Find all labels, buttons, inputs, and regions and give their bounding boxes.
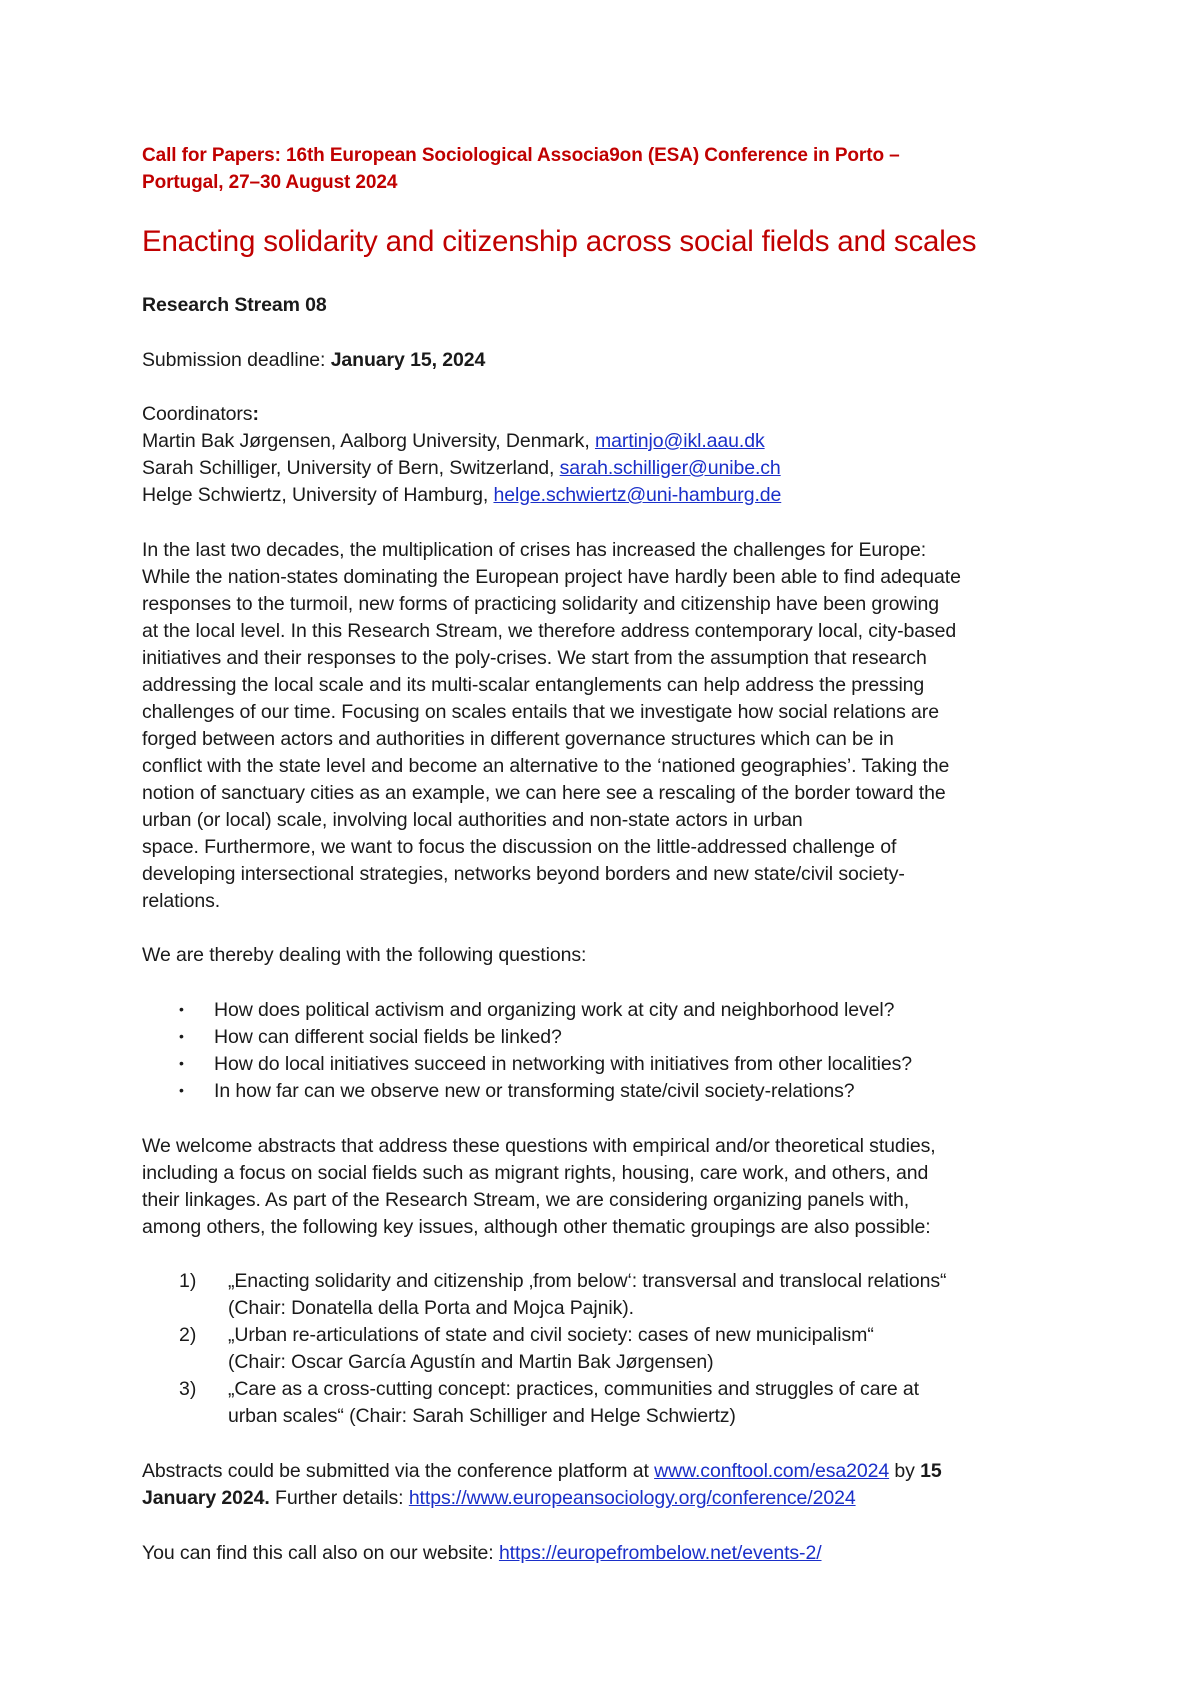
question-item: How can different social fields be linked? <box>214 1026 562 1048</box>
esa-conference-link[interactable]: https://www.europeansociology.org/conference/2024 <box>408 1487 856 1509</box>
coordinator-info: Martin Bak Jørgensen, Aalborg University, Denmark, <box>142 430 595 452</box>
paragraph-line: We welcome abstracts that address these questions with empirical and/or theoretical studies, <box>142 1135 936 1157</box>
panel-number: 3) <box>179 1378 197 1400</box>
website-line <box>142 1540 822 1567</box>
coordinator-email-link[interactable]: sarah.schilliger@unibe.ch <box>559 457 781 479</box>
deadline-label: Submission deadline: <box>142 349 331 371</box>
paragraph-line: space. Furthermore, we want to focus the discussion on the little-addressed challenge of <box>142 836 897 858</box>
paragraph-line: challenges of our time. Focusing on scales entails that we investigate how social relations are <box>142 701 939 723</box>
submission-text: Further details: <box>269 1487 409 1509</box>
panel-chairs: (Chair: Donatella della Porta and Mojca Pajnik). <box>228 1297 634 1319</box>
bullet-icon: • <box>179 1055 184 1071</box>
bullet-icon: • <box>179 1082 184 1098</box>
coordinator-info: Helge Schwiertz, University of Hamburg, <box>142 484 494 506</box>
paragraph-line: addressing the local scale and its multi-scalar entanglements can help address the pressing <box>142 674 925 696</box>
coordinator-info: Sarah Schilliger, University of Bern, Switzerland, <box>142 457 560 479</box>
coordinator-email-link[interactable]: helge.schwiertz@uni-hamburg.de <box>493 484 782 506</box>
question-item: How does political activism and organizing work at city and neighborhood level? <box>214 999 895 1021</box>
paragraph-line: notion of sanctuary cities as an example, we can here see a rescaling of the border toward the <box>142 782 946 804</box>
paragraph-line: initiatives and their responses to the poly-crises. We start from the assumption that research <box>142 647 927 669</box>
submission-deadline <box>142 347 485 374</box>
coordinators-heading <box>142 401 259 428</box>
coordinator-item <box>142 428 765 455</box>
panel-title: „Care as a cross-cutting concept: practices, communities and struggles of care at <box>228 1378 919 1400</box>
paragraph-line: at the local level. In this Research Stream, we therefore address contemporary local, city-based <box>142 620 957 642</box>
paragraph-line: In the last two decades, the multiplication of crises has increased the challenges for Europe: <box>142 539 927 561</box>
europefrombelow-link[interactable]: https://europefrombelow.net/events-2/ <box>498 1542 822 1564</box>
paragraph-line: conflict with the state level and become an alternative to the ‘nationed geographies’. Taking the <box>142 755 950 777</box>
paragraph-line: including a focus on social fields such as migrant rights, housing, care work, and others, and <box>142 1162 929 1184</box>
bullet-icon: • <box>179 1028 184 1044</box>
research-stream-label: Research Stream 08 <box>142 294 327 316</box>
coordinators-label: Coordinators <box>142 403 253 425</box>
paragraph-line: urban (or local) scale, involving local authorities and non-state actors in urban <box>142 809 803 831</box>
coordinators-colon: : <box>252 403 259 425</box>
deadline-value: January 15, 2024 <box>330 349 486 371</box>
conftool-link[interactable]: www.conftool.com/esa2024 <box>654 1460 890 1482</box>
page-title: Enacting solidarity and citizenship across social fields and scales <box>142 225 977 258</box>
submission-text: by <box>889 1460 921 1482</box>
bullet-icon: • <box>179 1001 184 1017</box>
submission-text: Abstracts could be submitted via the conference platform at <box>142 1460 655 1482</box>
paragraph-line: forged between actors and authorities in different governance structures which can be in <box>142 728 894 750</box>
paragraph-line: their linkages. As part of the Research Stream, we are considering organizing panels with, <box>142 1189 910 1211</box>
panel-title: „Enacting solidarity and citizenship ‚from below‘: transversal and translocal relations“ <box>228 1270 947 1292</box>
call-heading-line1: Call for Papers: 16th European Sociological Associa9on (ESA) Conference in Porto – <box>142 145 900 166</box>
coordinator-item <box>142 455 781 482</box>
panel-chairs: urban scales“ (Chair: Sarah Schilliger and Helge Schwiertz) <box>228 1405 736 1427</box>
question-item: How do local initiatives succeed in networking with initiatives from other localities? <box>214 1053 913 1075</box>
submission-date-month: January 2024. <box>142 1487 270 1509</box>
paragraph-line: relations. <box>142 890 221 912</box>
paragraph-line: among others, the following key issues, although other thematic groupings are also possible: <box>142 1216 931 1238</box>
questions-lead: We are thereby dealing with the following questions: <box>142 944 587 966</box>
website-text: You can find this call also on our website: <box>142 1542 499 1564</box>
call-heading-line2: Portugal, 27–30 August 2024 <box>142 172 398 193</box>
paragraph-line: responses to the turmoil, new forms of practicing solidarity and citizenship have been growing <box>142 593 940 615</box>
paragraph-line: While the nation-states dominating the European project have hardly been able to find adequate <box>142 566 961 588</box>
submission-line1 <box>142 1458 942 1485</box>
submission-date-day: 15 <box>920 1460 942 1482</box>
panel-chairs: (Chair: Oscar García Agustín and Martin Bak Jørgensen) <box>228 1351 714 1373</box>
question-item: In how far can we observe new or transforming state/civil society-relations? <box>214 1080 855 1102</box>
submission-line2 <box>142 1485 856 1512</box>
paragraph-line: developing intersectional strategies, networks beyond borders and new state/civil society- <box>142 863 905 885</box>
coordinator-item <box>142 482 781 509</box>
panel-title: „Urban re-articulations of state and civil society: cases of new municipalism“ <box>228 1324 874 1346</box>
panel-number: 1) <box>179 1270 197 1292</box>
panel-number: 2) <box>179 1324 197 1346</box>
coordinator-email-link[interactable]: martinjo@ikl.aau.dk <box>594 430 765 452</box>
